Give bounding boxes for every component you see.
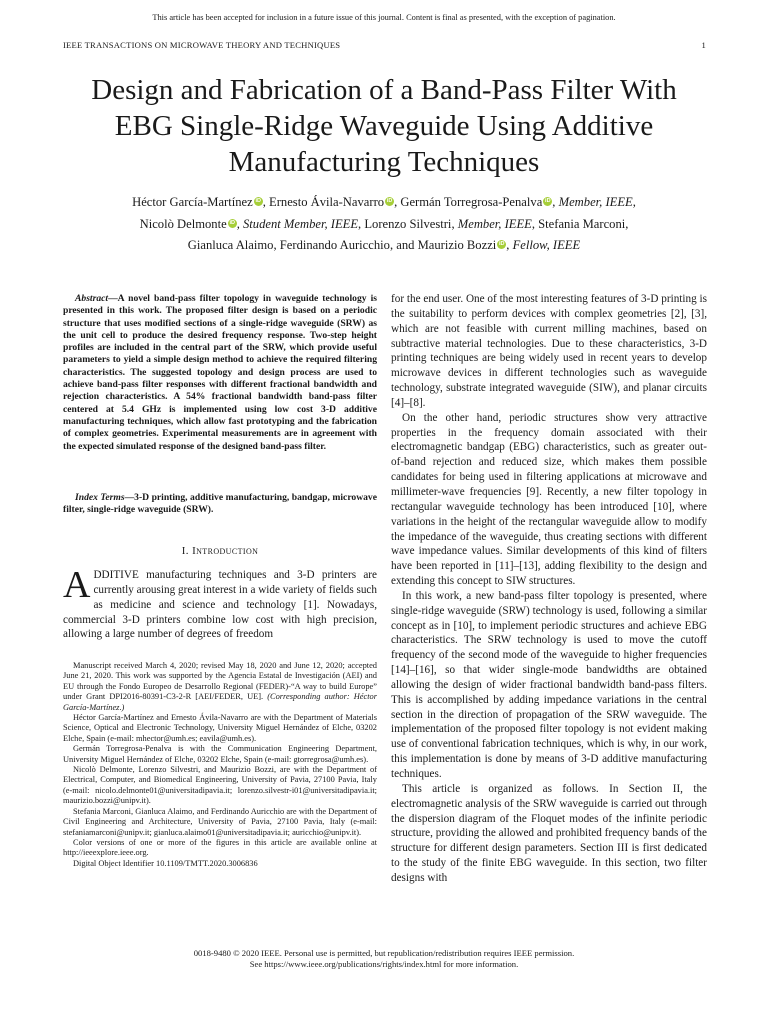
drop-cap: A xyxy=(63,564,91,606)
author-name: Ferdinando Auricchio xyxy=(279,238,390,252)
author-line-1: Héctor García-Martínez iD , Ernesto Ávila-Navarro iD , Germán Torregrosa-Penalva iD , Member, IEEE, xyxy=(132,195,636,209)
journal-name: IEEE TRANSACTIONS ON MICROWAVE THEORY AND TECHNIQUES xyxy=(63,40,341,50)
orcid-icon[interactable]: iD xyxy=(499,241,505,247)
index-terms-text: 3-D printing, additive manufacturing, bandgap, microwave filter, single-ridge waveguide (SRW). xyxy=(63,492,377,516)
author-name: Héctor García-Martínez xyxy=(132,195,253,209)
body-paragraph: In this work, a new band-pass filter topology is presented, where single-ridge waveguide (SRW) technology is used, following a similar concept as in [10], to implement periodic structures and achieve EBG characteristics. The SRW technology is used to move the cutoff frequency of the second mode of the waveguide to higher frequencies [14]–[16], so that wider single-mode bandwidths are obtained allowing the design of wider fractional bandwidth band-pass filters. This is accomplished by adding impedance variations in the central section in the direction of propagation of the SRW waveguide. The implementation of the proposed filter topology is not evident making use of conventional fabrication techniques, which is why, in our work, this implementation is done by means of 3-D additive manufacturing techniques. xyxy=(391,589,707,780)
intro-text: DDITIVE manufacturing techniques and 3-D printers are currently arousing great interest in a wide variety of fields such as medicine and science and technology [1]. Nowadays, commercial 3-D printers combine low cost with high precision, allowing a large number of degrees of freedom xyxy=(63,569,377,641)
author-role: Student Member, IEEE xyxy=(242,216,359,231)
copyright-notice xyxy=(0,948,768,970)
author-role: Member, IEEE xyxy=(457,216,532,231)
footnote-affiliation: Héctor García-Martínez and Ernesto Ávila-Navarro are with the Department of Materials Science, Optical and Electronic Technology, University Miguel Hernández of Elche, 03202 Elche, Spain (e-mail: mhector@umh.es; eavila@umh.es). xyxy=(63,713,377,743)
footnote-affiliation: Nicolò Delmonte, Lorenzo Silvestri, and Maurizio Bozzi, are with the Department of Electrical, Computer, and Biomedical Engineering, University of Pavia, 27100 Pavia, Italy (e-mail: nicolo.delmonte01@universitadipavia.it; lorenzo.silvestr-i01@universitadipavia.it; maurizio.bozzi@unipv.it). xyxy=(63,765,377,806)
abstract: Abstract—A novel band-pass filter topology in waveguide technology is presented in this work. The proposed filter design is based on a periodic structure that uses modified sections of a single-ridge waveguide (SRW) as the unit cell to produce the desired frequency response. Two-step height profiles are included in the central part of the SRW, which provide useful parameters to yield a simple design method to achieve the required filtering characteristics. The suggested topology and design process are used to achieve band-pass filter responses with different fractional bandwidth and rejection characteristics. A 54% fractional bandwidth band-pass filter centered at 5.4 GHz is implemented using low cost 3-D additive manufacturing techniques, which allow fast prototyping and the fabrication of complex geometries. Experimental measurements are in agreement with the expected simulated response of the designed band-pass filter. xyxy=(63,293,377,452)
author-role: Member, IEEE xyxy=(558,195,633,209)
paper-title xyxy=(40,72,728,180)
author-line-3: Gianluca Alaimo, Ferdinando Auricchio, and Maurizio Bozzi iD , Fellow, IEEE xyxy=(187,238,581,252)
title-line-3: Manufacturing Techniques xyxy=(228,146,540,178)
section-number: I. xyxy=(181,545,189,557)
orcid-icon[interactable]: iD xyxy=(229,219,235,226)
title-line-2: EBG Single-Ridge Waveguide Using Additive xyxy=(114,110,654,142)
abstract-text: A novel band-pass filter topology in waveguide technology is presented in this work. The proposed filter design is based on a periodic structure that uses modified sections of a single-ridge waveguide (SRW) as the unit cell to produce the desired frequency response. Two-step height profiles are included in the central part of the SRW, which provide useful parameters to yield a simple design method to achieve the required filtering characteristics. The suggested topology and design process are used to achieve band-pass filter responses with different fractional bandwidth and rejection characteristics. A 54% fractional bandwidth band-pass filter centered at 5.4 GHz is implemented using low cost 3-D additive manufacturing techniques, which allow fast prototyping and the fabrication of complex geometries. Experimental measurements are in agreement with the expected simulated response of the designed band-pass filter. xyxy=(63,293,377,452)
body-paragraph: for the end user. One of the most interesting features of 3-D printing is the suitability to perform devices with complex geometries [2], [3], which are not feasible with current milling machines, based on subtractive material technologies. Due to these characteristics, 3-D printing techniques are being widely used in recent years to develop microwave devices in different technologies such as waveguide technology, substrate integrated waveguide (SIW), and planar circuits [4]–[8]. xyxy=(391,293,707,409)
author-name: Gianluca Alaimo xyxy=(187,238,274,252)
right-column xyxy=(391,292,707,886)
body-paragraph: On the other hand, periodic structures show very attractive properties in the frequency domain associated with their electromagnetic bandgap (EBG) characteristics, such as greater out-of-band rejection and reduced size, which makes them possible candidates for being used in filtering applications at microwave and millimeter-wave frequencies [9]. Recently, a new filter topology in rectangular waveguide technology has been introduced [10], where variations in the height of the rectangular waveguide allow to modify the impedance of the waveguide, thus creating sections with different wave impedance values. Similar developments of this kind of filters have been reported in [11]–[13], adding flexibility to the design and extending this concept to SIW structures. xyxy=(391,411,707,588)
author-name: Lorenzo Silvestri xyxy=(364,216,452,231)
orcid-icon[interactable]: iD xyxy=(255,198,261,204)
intro-paragraph xyxy=(63,564,377,642)
running-header xyxy=(63,40,706,50)
author-name: Ernesto Ávila-Navarro xyxy=(269,195,385,209)
index-terms: Index Terms—3-D printing, additive manufacturing, bandgap, microwave filter, single-ridge waveguide (SRW). xyxy=(63,492,377,516)
title-line-1: Design and Fabrication of a Band-Pass Filter With xyxy=(91,74,677,106)
footnote-affiliation: Germán Torregrosa-Penalva is with the Communication Engineering Department, University Miguel Hernández of Elche, 03202 Elche, Spain (e-mail: gtorregrosa@umh.es). xyxy=(63,744,377,764)
index-terms-label: Index Terms xyxy=(75,492,125,503)
page-number: 1 xyxy=(701,40,706,50)
footnotes xyxy=(63,661,377,869)
orcid-icon[interactable]: iD xyxy=(386,198,393,204)
author-list xyxy=(40,192,728,257)
abstract-label: Abstract xyxy=(75,293,109,304)
author-line-2: Nicolò Delmonte iD , Student Member, IEEE, Lorenzo Silvestri, Member, IEEE, Stefania Marconi, xyxy=(139,216,629,231)
footnote-affiliation: Stefania Marconi, Gianluca Alaimo, and Ferdinando Auricchio are with the Department of Civil Engineering and Architecture, University of Pavia, 27100 Pavia, Italy (e-mail: stefaniamarconi@unipv.it; gianluca.alaimo01@universitadipavia.it; auricchio@unipv.it). xyxy=(63,806,377,837)
corresponding-author: (Corresponding author: Héctor García-Martínez.) xyxy=(63,692,377,712)
footnote-color-versions[interactable]: Color versions of one or more of the figures in this article are available online at http://ieeexplore.ieee.org. xyxy=(63,837,377,858)
rights-link-line[interactable]: See https://www.ieee.org/publications/rights/index.html for more information. xyxy=(249,959,519,969)
author-role: Fellow, IEEE xyxy=(512,238,581,252)
author-name: Maurizio Bozzi xyxy=(417,238,497,252)
introduction-body xyxy=(63,564,377,642)
footnote-manuscript: Manuscript received March 4, 2020; revised May 18, 2020 and June 12, 2020; accepted June 21, 2020. This work was supported by the Agencia Estatal de Investigación (AEI) and EU through the Fondo Europeo de Desarrollo Regional (FEDER)-“A way to build Europe” under Grant DPI2016-80391-C3-2-R [AEI/FEDER, UE]. (Corresponding author: Héctor García-Martínez.) xyxy=(63,661,377,712)
section-title: Introduction xyxy=(192,545,259,557)
author-name: Stefania Marconi xyxy=(538,216,626,231)
copyright-line: 0018-9480 © 2020 IEEE. Personal use is permitted, but republication/redistribution requires IEEE permission. xyxy=(193,948,575,958)
section-heading xyxy=(63,545,377,557)
orcid-icon[interactable]: iD xyxy=(545,198,551,204)
author-name: Germán Torregrosa-Penalva xyxy=(400,195,543,209)
body-paragraph: This article is organized as follows. In Section II, the electromagnetic analysis of the SRW waveguide is carried out through the dispersion diagram of the Floquet modes of the infinite periodic structure, providing the allowed and prohibited frequency bands of the structure for different design parameters. Section III is first dedicated to the study of the finite EBG waveguide. In this section, two filter designs with xyxy=(391,782,707,884)
footnote-doi[interactable]: Digital Object Identifier 10.1109/TMTT.2020.3006836 xyxy=(73,858,258,868)
author-name: Nicolò Delmonte xyxy=(139,216,227,231)
acceptance-notice: This article has been accepted for inclusion in a future issue of this journal. Content is final as presented, with the exception of pagination. xyxy=(152,13,616,22)
